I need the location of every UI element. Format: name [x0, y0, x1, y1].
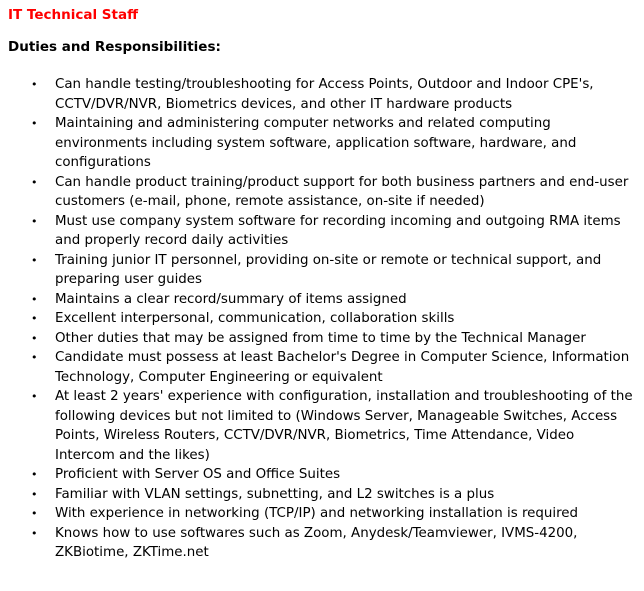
- bullet-icon: •: [31, 78, 38, 91]
- bullet-icon: •: [31, 253, 38, 267]
- duty-list-item: [0, 212, 644, 251]
- bullet-icon: •: [31, 507, 38, 520]
- duty-text: Maintains a clear record/summary of items assigned: [55, 291, 407, 307]
- bullet-icon: •: [31, 331, 38, 345]
- duty-text: Familiar with VLAN settings, subnetting, and L2 switches is a plus: [55, 486, 495, 502]
- bullet-icon: •: [31, 214, 38, 228]
- duty-list-item: [0, 504, 644, 524]
- bullet-icon: •: [31, 175, 38, 189]
- duty-text: Maintaining and administering computer networks and related computing environments including system software, application software, hardware, and configurations: [55, 116, 577, 170]
- duty-text: Can handle testing/troubleshooting for Access Points, Outdoor and Indoor CPE's, CCTV/DVR/NVR, Biometrics devices, and other IT hardware products: [55, 77, 594, 112]
- duty-list-item: [0, 329, 644, 349]
- duty-list-item: [0, 114, 644, 173]
- duty-list-item: [0, 387, 644, 465]
- duty-list-item: [0, 485, 644, 505]
- bullet-icon: •: [31, 292, 38, 306]
- bullet-icon: •: [31, 312, 38, 325]
- duty-text: Candidate must possess at least Bachelor's Degree in Computer Science, Information Technology, Computer Engineering or equivalent: [55, 350, 630, 385]
- duty-list-item: [0, 309, 644, 329]
- bullet-icon: •: [31, 526, 38, 540]
- duty-list-item: [0, 251, 644, 290]
- duty-text: Knows how to use softwares such as Zoom, Anydesk/Teamviewer, IVMS-4200, ZKBiotime, ZKTime.net: [55, 525, 578, 560]
- duty-list-item: [0, 524, 644, 563]
- duty-list-item: [0, 75, 644, 114]
- bullet-icon: •: [31, 117, 38, 130]
- duty-list-item: [0, 290, 644, 310]
- duty-text: Can handle product training/product support for both business partners and end-user customers (e-mail, phone, remote assistance, on-site if needed): [55, 174, 629, 209]
- duties-heading: Duties and Responsibilities:: [8, 39, 221, 55]
- duty-text: Proficient with Server OS and Office Suites: [55, 467, 341, 482]
- job-title: IT Technical Staff: [8, 7, 139, 23]
- duty-text: Excellent interpersonal, communication, collaboration skills: [55, 311, 455, 326]
- duty-text: With experience in networking (TCP/IP) and networking installation is required: [55, 506, 579, 521]
- duty-list-item: [0, 348, 644, 387]
- bullet-icon: •: [31, 468, 38, 481]
- bullet-icon: •: [31, 351, 38, 364]
- duty-text: At least 2 years' experience with configuration, installation and troubleshooting of the following devices but not limited to (Windows Server, Manageable Switches, Access Points, Wireless Routers, CCTV/DVR/NVR, Biometrics, Time Attendance, Video Intercom and the likes): [55, 389, 633, 463]
- duty-text: Training junior IT personnel, providing on-site or remote or technical support, and preparing user guides: [55, 252, 602, 287]
- bullet-icon: •: [31, 487, 38, 501]
- duty-list-item: [0, 465, 644, 485]
- bullet-icon: •: [31, 390, 38, 403]
- duty-text: Other duties that may be assigned from time to time by the Technical Manager: [55, 330, 586, 346]
- duty-text: Must use company system software for recording incoming and outgoing RMA items and properly record daily activities: [55, 213, 621, 248]
- duty-list-item: [0, 173, 644, 212]
- duties-list: [0, 75, 644, 563]
